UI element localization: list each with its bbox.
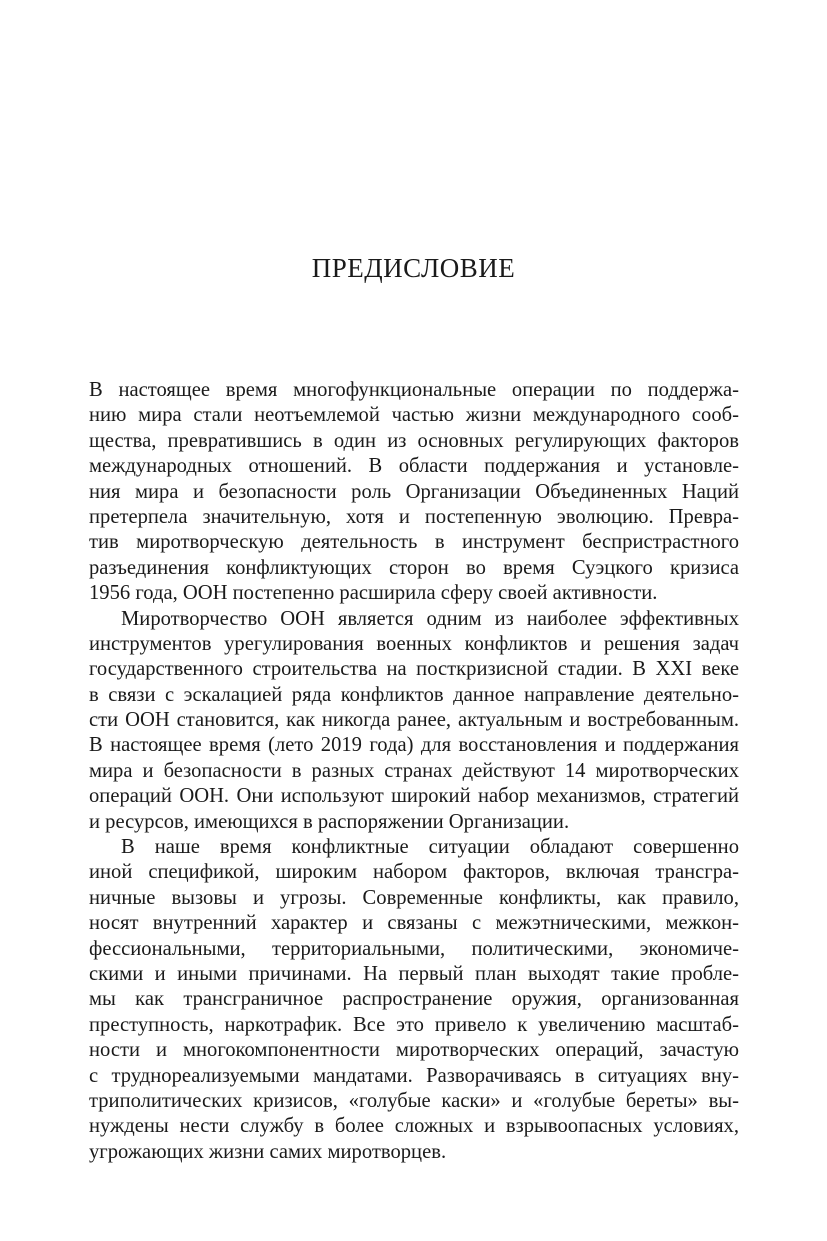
paragraph: [89, 378, 739, 607]
paragraph: [89, 607, 739, 836]
text-line: ничные вызовы и угрозы. Современные конфликты, как правило,: [89, 886, 739, 909]
text-line: триполитических кризисов, «голубые каски» и «голубые береты» вы-: [89, 1089, 739, 1112]
text-line: В настоящее время многофункциональные операции по поддержа-: [89, 379, 739, 401]
text-line: и ресурсов, имеющихся в распоряжении Организации.: [89, 810, 570, 833]
text-line: инструментов урегулирования военных конфликтов и решения задач: [89, 632, 739, 655]
text-line: фессиональными, территориальными, политическими, экономиче-: [89, 937, 739, 960]
text-line: сти ООН становится, как никогда ранее, актуальным и востребованным.: [89, 709, 739, 732]
page-title: ПРЕДИСЛОВИЕ: [311, 253, 516, 283]
text-line: операций ООН. Они используют широкий набор механизмов, стратегий: [89, 785, 739, 808]
text-line: мы как трансграничное распространение оружия, организованная: [89, 988, 739, 1011]
text-line: угрожающих жизни самих миротворцев.: [89, 1140, 447, 1163]
text-line: нуждены нести службу в более сложных и взрывоопасных условиях,: [89, 1115, 739, 1138]
paragraph: [89, 835, 739, 1165]
text-line: с труднореализуемыми мандатами. Разворачиваясь в ситуациях вну-: [89, 1064, 739, 1087]
text-line: ния мира и безопасности роль Организации Объединенных Наций: [89, 480, 739, 503]
text-line: разъединения конфликтующих сторон во время Суэцкого кризиса: [89, 556, 739, 579]
text-line: 1956 года, ООН постепенно расширила сферу своей активности.: [89, 582, 658, 605]
text-line: международных отношений. В области поддержания и установле-: [89, 455, 739, 478]
text-line: скими и иными причинами. На первый план выходят такие пробле-: [89, 962, 739, 985]
text-line: носят внутренний характер и связаны с межэтническими, межкон-: [89, 912, 739, 935]
text-line: В наше время конфликтные ситуации обладают совершенно: [121, 836, 739, 859]
text-line: мира и безопасности в разных странах действуют 14 миротворческих: [89, 759, 739, 782]
body-text: [89, 378, 739, 1165]
text-line: В настоящее время (лето 2019 года) для восстановления и поддержания: [89, 734, 739, 757]
text-line: щества, превратившись в один из основных регулирующих факторов: [89, 429, 739, 452]
text-line: иной спецификой, широким набором факторов, включая трансгра-: [89, 861, 739, 884]
text-line: претерпела значительную, хотя и постепенную эволюцию. Преврa-: [89, 505, 739, 528]
text-line: государственного строительства на посткризисной стадии. В XXI веке: [89, 658, 739, 681]
text-line: Миротворчество ООН является одним из наиболее эффективных: [121, 607, 739, 630]
text-line: нию мира стали неотъемлемой частью жизни международного сооб-: [89, 404, 739, 427]
text-line: в связи с эскалацией ряда конфликтов данное направление деятельно-: [89, 683, 739, 706]
text-line: тив миротворческую деятельность в инструмент беспристрастного: [89, 531, 739, 554]
text-line: ности и многокомпонентности миротворческих операций, зачастую: [89, 1039, 739, 1062]
text-line: преступность, наркотрафик. Все это привело к увеличению масштаб-: [89, 1013, 739, 1036]
